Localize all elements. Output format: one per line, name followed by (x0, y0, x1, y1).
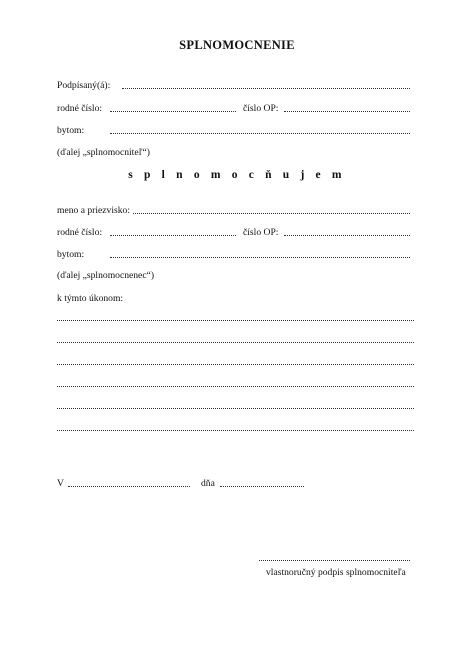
principal-id-card-label: číslo OP: (243, 103, 279, 114)
date-field[interactable] (220, 486, 304, 487)
action-heading: s p l n o m o c ň u j e m (128, 169, 346, 181)
principal-hereinafter: (ďalej „splnomocniteľ“) (57, 147, 150, 158)
principal-residence-field[interactable] (110, 133, 410, 134)
acts-line-3[interactable] (57, 364, 414, 365)
acts-line-5[interactable] (57, 408, 414, 409)
acts-line-6[interactable] (57, 430, 414, 431)
acts-line-1[interactable] (57, 320, 414, 321)
acts-line-2[interactable] (57, 342, 414, 343)
signature-field[interactable] (259, 560, 410, 561)
agent-residence-label: bytom: (57, 249, 85, 260)
place-field[interactable] (68, 486, 190, 487)
agent-id-card-field[interactable] (284, 235, 410, 236)
agent-birth-number-field[interactable] (110, 235, 236, 236)
acts-label: k týmto úkonom: (57, 293, 124, 304)
agent-birth-number-label: rodné číslo: (57, 227, 103, 238)
principal-id-card-field[interactable] (284, 111, 410, 112)
principal-name-field[interactable] (122, 88, 410, 89)
agent-hereinafter: (ďalej „splnomocnenec“) (57, 270, 155, 281)
date-label: dňa (201, 478, 215, 489)
principal-birth-number-label: rodné číslo: (57, 103, 103, 114)
agent-residence-field[interactable] (110, 257, 410, 258)
agent-name-label: meno a priezvisko: (57, 205, 130, 216)
agent-name-field[interactable] (133, 213, 410, 214)
signed-label: Podpísaný(á): (57, 80, 111, 91)
principal-birth-number-field[interactable] (110, 111, 236, 112)
signature-caption: vlastnoručný podpis splnomocniteľa (266, 567, 406, 578)
agent-id-card-label: číslo OP: (243, 227, 279, 238)
document-title: SPLNOMOCNENIE (179, 38, 295, 52)
principal-residence-label: bytom: (57, 125, 85, 136)
acts-line-4[interactable] (57, 386, 414, 387)
place-label: V (57, 478, 64, 489)
